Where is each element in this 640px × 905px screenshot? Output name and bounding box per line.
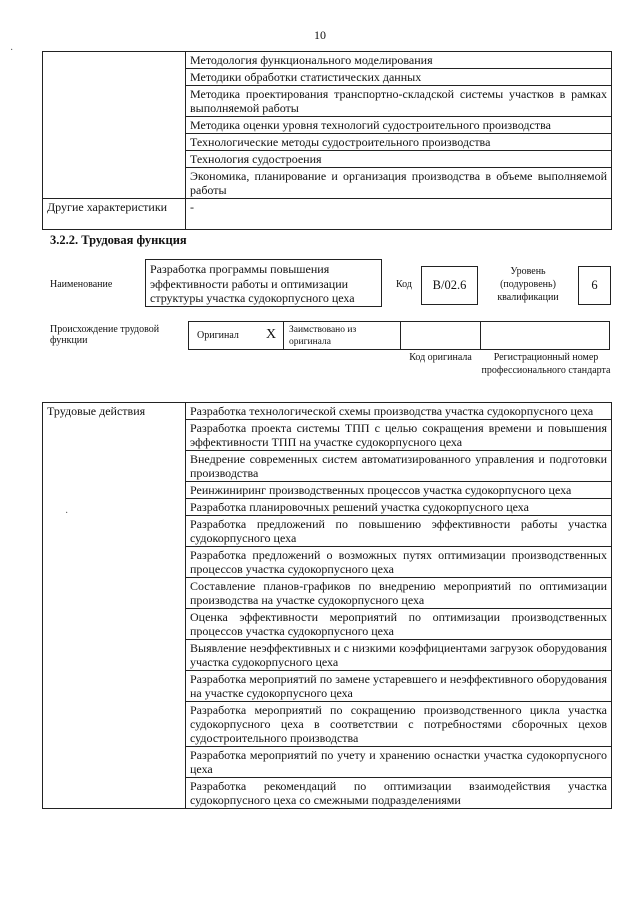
function-name-value: Разработка программы повышения эффективности работы и оптимизации структуры участка судокорпусного цеха — [145, 259, 382, 307]
knowledge-item: Методология функционального моделирования — [186, 52, 612, 69]
labor-action-item: Выявление неэффективных и с низкими коэффициентами загрузок оборудования участка судокорпусного цеха — [186, 640, 612, 671]
labor-action-item: Внедрение современных систем автоматизированного управления и подготовки производства — [186, 451, 612, 482]
scan-dot: · — [10, 45, 14, 56]
labor-action-item: Разработка мероприятий по замене устаревшего и неэффективного оборудования на участке судокорпусного цеха — [186, 671, 612, 702]
reg-number-caption: Регистрационный номер профессионального стандарта — [481, 352, 611, 376]
labor-action-item: Разработка рекомендаций по оптимизации взаимодействия участка судокорпусного цеха со смежными подразделениями — [186, 778, 612, 809]
original-label: Оригинал — [197, 330, 239, 341]
knowledge-item: Технология судостроения — [186, 151, 612, 168]
section-title: 3.2.2. Трудовая функция — [50, 233, 187, 247]
labor-action-item: Оценка эффективности мероприятий по оптимизации производственных процессов участка судокорпусного цеха — [186, 609, 612, 640]
labor-actions-label: Трудовые действия — [43, 403, 186, 809]
qualification-level-value: 6 — [578, 266, 611, 305]
name-label: Наименование — [50, 279, 113, 290]
knowledge-item: Методики обработки статистических данных — [186, 69, 612, 86]
labor-action-item: Разработка мероприятий по сокращению производственного цикла участка судокорпусного цеха в соответствии с потребностями сборочных цехов судостроительного производства — [186, 702, 612, 747]
labor-action-item: Разработка проекта системы ТПП с целью сокращения времени и повышения эффективности ТПП на участке судокорпусного цеха — [186, 420, 612, 451]
labor-actions-table — [42, 402, 612, 809]
origin-reg-number-cell — [480, 321, 610, 350]
continued-knowledge-table — [42, 51, 612, 230]
labor-action-item: Разработка мероприятий по учету и хранению оснастки участка судокорпусного цеха — [186, 747, 612, 778]
knowledge-item: Технологические методы судостроительного производства — [186, 134, 612, 151]
knowledge-item: Экономика, планирование и организация производства в объеме выполняемой работы — [186, 168, 612, 199]
page-number: 10 — [314, 28, 326, 42]
labor-action-item: Разработка планировочных решений участка судокорпусного цеха — [186, 499, 612, 516]
labor-action-item: Разработка предложений по повышению эффективности работы участка судокорпусного цеха — [186, 516, 612, 547]
labor-action-item: Разработка предложений о возможных путях оптимизации производственных процессов участка судокорпусного цеха — [186, 547, 612, 578]
other-characteristics-value: - — [186, 199, 612, 230]
knowledge-item: Методика проектирования транспортно-складской системы участков в рамках выполняемой работы — [186, 86, 612, 117]
origin-label: Происхождение трудовой функции — [50, 324, 160, 346]
original-mark: X — [266, 327, 277, 342]
knowledge-label-cell — [43, 52, 186, 199]
knowledge-item: Методика оценки уровня технологий судостроительного производства — [186, 117, 612, 134]
code-label: Код — [396, 279, 412, 290]
labor-action-item: Реинжиниринг производственных процессов участка судокорпусного цеха — [186, 482, 612, 499]
function-code-value: B/02.6 — [421, 266, 478, 305]
other-characteristics-label: Другие характеристики — [43, 199, 186, 230]
origin-borrowed-cell: Заимствовано из оригинала — [283, 321, 401, 350]
code-original-caption: Код оригинала — [409, 352, 472, 363]
level-label: Уровень (подуровень) квалификации — [497, 266, 559, 303]
labor-action-item: Разработка технологической схемы производства участка судокорпусного цеха — [186, 403, 612, 420]
origin-code-cell — [400, 321, 481, 350]
origin-original-cell — [188, 321, 284, 350]
labor-action-item: Составление планов-графиков по внедрению мероприятий по оптимизации производства на участке судокорпусного цеха — [186, 578, 612, 609]
scan-dot: · — [65, 508, 69, 519]
